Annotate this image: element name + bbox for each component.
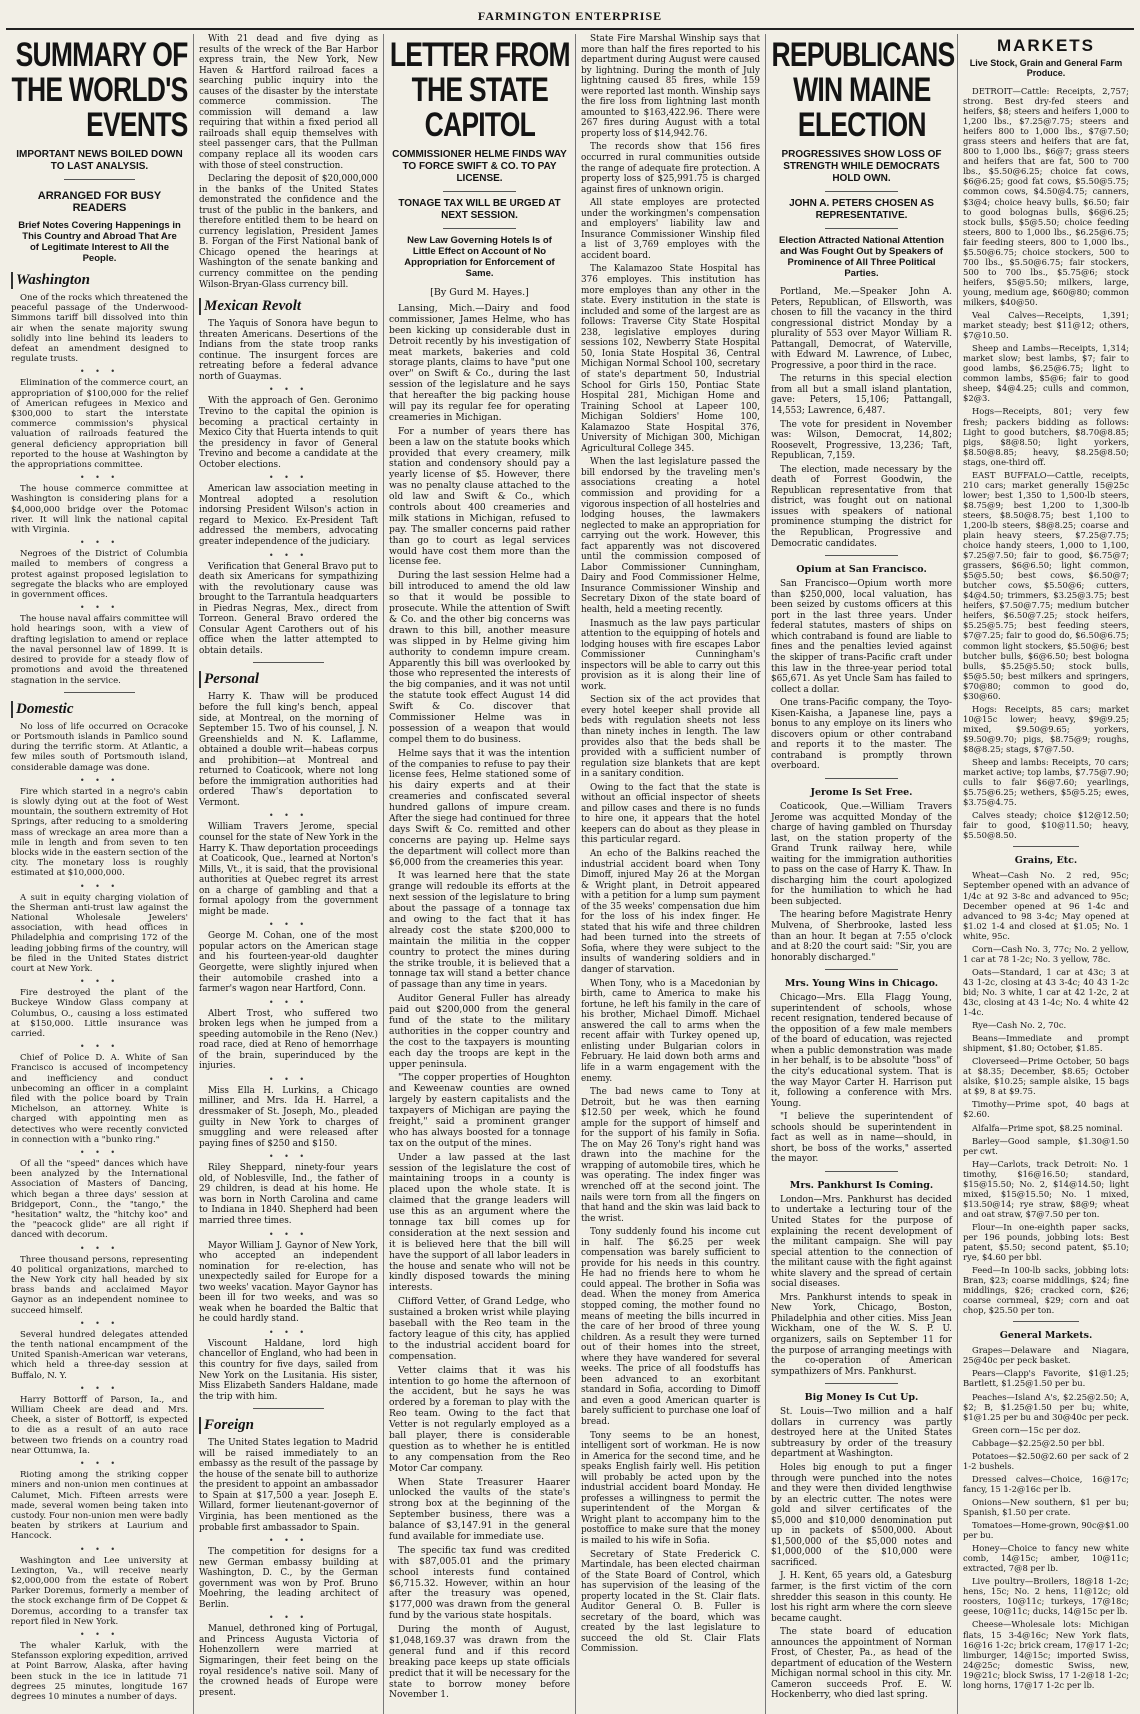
article-paragraph: The United States legation to Madrid will be raised immediately to an embassy as the result of the passage by the house of the senate bill to authorize the president to appoint an ambassador to Spain at $17,500 a year. Joseph E. Willard, former lieutenant-governor of Virginia, has been mentioned as the probable first ambassador to Spain.: [199, 1438, 378, 1533]
article-paragraph: Hogs—Receipts, 801; very few fresh; packers bidding as follows: Light to good butchers, $8.70@8.85; pigs, $8@8.50; light yorkers, $8.50@8.85; heavy, $8.25@8.50; stags, one-third off.: [963, 406, 1129, 467]
article-paragraph: Hay—Carlots, track Detroit: No. 1 timothy, $16@16.50; standard, $15@15.50; No. 2, $14@14.50; light mixed, $15@15.50; No. 1 mixed, $13.50@14; rye straw, $8@9; wheat and oat straw, $7@7.50 per ton.: [963, 1158, 1129, 1219]
bullet-separator: • • •: [79, 1544, 120, 1554]
bullet-separator: • • •: [79, 1148, 120, 1158]
subdeck-world-events: Brief Notes Covering Happenings in This Country and Abroad That Are of Legitimate Interest to All the People.: [18, 220, 181, 264]
article-paragraph: J. H. Kent, 65 years old, a Gatesburg farmer, is the first victim of the corn shredder this season in this county. He lost his right arm where the corn sleeve became caught.: [771, 1571, 952, 1624]
news-section: [771, 969, 952, 1165]
headline-maine-election: REPUBLICANS WIN MAINE ELECTION: [771, 36, 955, 144]
article-paragraph: Several hundred delegates attended the tenth national encampment of the United Spanish-American war veterans, which held a three-day session at Buffalo, N. Y.: [11, 1329, 188, 1381]
section-heading: Big Money Is Cut Up.: [804, 1392, 919, 1404]
deck-maine-election: PROGRESSIVES SHOW LOSS OF STRENGTH WHILE DEMOCRATS HOLD OWN.: [781, 149, 942, 184]
divider: [825, 228, 897, 229]
bullet-separator: • • •: [268, 1536, 309, 1546]
article-paragraph: Riley Sheppard, ninety-four years old, of Noblesville, Ind., the father of 29 children, is dead at his home. He was born in North Carolina and came to Indiana in 1840. Shepherd had been married three times.: [199, 1163, 378, 1226]
article-paragraph: For a number of years there has been a law on the statute books which provided that every creamery, milk station and condensory should pay a yearly license of $5. However, there was no penalty clause attached to the old law and Swift & Co., which controls about 400 creameries and milk stations in Michigan, refused to pay. The smaller concerns paid rather than go to court as legal services would have cost them more than the license fee.: [389, 426, 570, 568]
article-paragraph: Flour—In one-eighth paper sacks, per 196 pounds, jobbing lots: Best patent, $5.50; second patent, $5.10; rye, $4.60 per bbl.: [963, 1221, 1129, 1263]
article-paragraph: Sheep and lambs: Receipts, 70 cars; market active; top lambs, $7.75@7.90; culls to fair $6@7.60; yearlings, $5.75@6.25; wethers, $5@5.25; ewes, $3.75@4.75.: [963, 757, 1129, 808]
article-paragraph: Portland, Me.—Speaker John A. Peters, Republican, of Ellsworth, was chosen to fill the vacancy in the third congressional district Monday by a plurality of 553 over Mayor William R. Pattangall, Democrat, of Waterville, with Edward M. Lawrence, of Lubec, Progressive, a poor third in the race.: [771, 287, 952, 371]
article-paragraph: Honey—Choice to fancy new white comb, 14@15c; amber, 10@11c; extracted, 7@8 per lb.: [963, 1543, 1129, 1574]
news-section: [11, 692, 188, 1702]
masthead: [6, 4, 1134, 30]
article-paragraph: Calves steady; choice $12@12.50; fair to good, $10@11.50; heavy, $5.50@8.50.: [963, 810, 1129, 841]
article-paragraph: During the last session Helme had a bill introduced to amend the old law so that it would be possible to prosecute. While the attention of Swift & Co. and the other big concerns was drawn to this bill, another measure was slipped in by Helme giving him authority to condemn impure cream. Apparently this bill was overlooked by those who represented the interests of the big companies, and it was not until the statute took effect August 14 did Swift & Co. discover that Commissioner Helme was in possession of a weapon that would compel them to do business.: [389, 571, 570, 745]
column-world-events: [6, 34, 194, 1714]
article-paragraph: Secretary of State Frederick C. Martindale, has been elected chairman of the State Board of Control, which has supervision of the leasing of the property located in the St. Clair flats. Auditor General O. B. Fuller is secretary of the board, which was created by the last legislature to succeed the old St. Clair Flats Commission.: [581, 1549, 760, 1655]
article-paragraph: Barley—Good sample, $1.30@1.50 per cwt.: [963, 1135, 1129, 1156]
article-paragraph: It was learned here that the state grange will redouble its efforts at the next session of the legislature to bring about the passage of a tonnage tax and owing to the fact that it has already cost the state $200,000 to maintain the militia in the copper country to protect the mines during the strike trouble, it is believed that a tonnage tax will stand a better chance of passage than any time in years.: [389, 871, 570, 991]
article-paragraph: "I believe the superintendent of schools should be superintendent in fact as well as in name—should, in short, be boss of the works," asserted the mayor.: [771, 1112, 952, 1165]
news-section: [963, 1321, 1129, 1689]
headline-world-events: SUMMARY OF THE WORLD'S EVENTS: [12, 36, 188, 144]
article-paragraph: Washington and Lee university at Lexington, Va., will receive nearly $2,000,000 from the estate of Robert Parker Doremus, formerly a member of the stock exchange firm of De Coppet & Doremus, according to a transfer tax report filed in New York.: [11, 1555, 188, 1627]
news-section: [771, 555, 952, 772]
bullet-separator: • • •: [268, 997, 309, 1007]
article-paragraph: When Tony, who is a Macedonian by birth, came to America to make his fortune, he left his family in the care of his brother, Michael Dimoff. Michael answered the call to arms when the recent affair with Turkey opened up, enlisting under Bulgarian colors in February. He laid down both arms and life in a warm engagement with the enemy.: [581, 978, 760, 1084]
article-paragraph: Viscount Haldane, lord high chancellor of England, who had been in this country for five days, sailed from New York on the Lusitania. His sister, Miss Elizabeth Sanders Haldane, made the trip with him.: [199, 1338, 378, 1402]
article-paragraph: The house naval affairs committee will hold hearings soon, with a view of drafting legislation to amend or replace the naval personnel law of 1899. It is desired to provide for a steady flow of promotions and avoid the threatened stagnation in the service.: [11, 614, 188, 686]
article-paragraph: Three thousand persons, representing 40 political organizations, marched to the New York city hall headed by six brass bands and acclaimed Mayor Gaynor as an independent nominee to succeed himself.: [11, 1254, 188, 1316]
article-paragraph: EAST BUFFALO—Cattle, receipts, 210 cars; market generally 15@25c lower; best 1,350 to 1,500-lb steers, $8.75@9; best 1,200 to 1,300-lb steers, $8.50@8.75; best 1,100 to 1,200-lb steers, $8@8.25; coarse and plain heavy steers, $7.25@7.75; choice handy steers, 1,000 to 1,100, $7.25@7.50; fair to good, $6.75@7; grassers, $6@6.50; light common, $5@5.50; best cows, $6.50@7; butcher cows, $5.50@6; cutters, $4@4.50; trimmers, $3.25@3.75; best heifers, $7.50@7.75; medium butcher heifers, $6.50@7.25; stock heifers, $5.25@5.75; best feeding steers, $7@7.25; fair to good do, $6.50@6.75; common light stockers, $5.50@6; best butcher bulls, $6@6.50; best bologna bulls, $5.25@5.50; stock bulls, $5@5.50; best milkers and springers, $70@80; common to good do, $30@60.: [963, 469, 1129, 701]
column-maine-election: [766, 34, 958, 1714]
article-paragraph: Live poultry—Broilers, 18@18 1-2c; hens, 15c; No. 2 hens, 11@12c; old roosters, 10@11c; turkeys, 17@18c; geese, 10@11c; ducks, 14@15c per lb.: [963, 1576, 1129, 1617]
article-paragraph: Under a law passed at the last session of the legislature the cost of maintaining troops in a county is placed upon the whole state. It is claimed that the grange leaders will use this as an argument where the tonnage tax bill comes up for consideration at the next session and it is believed here that the bill will have the support of all labor leaders in the house and senate who will not be kindly disposed towards the mining interests.: [389, 1152, 570, 1294]
bullet-separator: • • •: [268, 473, 309, 483]
bullet-separator: • • •: [79, 1383, 120, 1393]
section-heading: Grains, Etc.: [1014, 855, 1078, 867]
article-paragraph: Cheese—Wholesale lots: Michigan flats, 15 3-4@16c; New York flats, 16@16 1-2c; brick cream, 17@17 1-2c; limburger, 14@15c; imported Swiss, 24@25c; domestic Swiss, new, 19@21c; block Swiss, 17 1-2@18 1-2c; long horns, 17@17 1-2c per lb.: [963, 1619, 1129, 1690]
article-paragraph: "The copper properties of Houghton and Keweenaw counties are owned largely by eastern capitalists and the taxpayers of Michigan are paying the freight," said a prominent granger who has always boosted for a tonnage tax on the output of the mines.: [389, 1073, 570, 1149]
article-paragraph: Alfalfa—Prime spot, $8.25 nominal.: [972, 1122, 1123, 1133]
divider: [1013, 846, 1079, 847]
article-paragraph: Owing to the fact that the state is without an official inspector of sheets and pillow cases and there is no funds to hire one, it appears that the hotel keepers can do about as they please in this particular regard.: [581, 782, 760, 846]
article-paragraph: With 21 dead and five dying as results of the wreck of the Bar Harbor express train, the New York, New Haven & Hartford railroad faces a searching public inquiry into the causes of the disaster by the interstate commerce commission. The commission will demand a law requiring that within a fixed period all railroads shall equip themselves with steel passenger cars, that the Pullman company replace all its wooden cars with those of steel construction.: [199, 34, 378, 171]
article-paragraph: Verification that General Bravo put to death six Americans for sympathizing with the revolutionary cause was brought to the Tarrantula headquarters in Piedras Negras, Mex., direct from Torreon. General Bravo ordered the Consular Agent Carothers out of his office when the latter attempted to obtain details.: [199, 561, 378, 656]
bullet-separator: • • •: [268, 811, 309, 821]
subdeck-maine-election: Election Attracted National Attention and Was Fought Out by Speakers of Prominence of All Three Political Parties.: [778, 235, 945, 279]
article-paragraph: The election, made necessary by the death of Forrest Goodwin, the Republican representative from that district, was fought out on national issues with speakers of national prominence stumping the district for the Republican, Progressive and Democratic candidates.: [771, 464, 952, 549]
article-paragraph: Tony seems to be an honest, intelligent sort of workman. He is now in America for the second time, and he speaks English fairly well. His petition will probably be acted upon by the industrial accident board Monday. He professes a willingness to permit the superintendent of the Morgan & Wright plant to accompany him to the postoffice to make sure that the money is mailed to his wife in Sofia.: [581, 1430, 760, 1547]
article-paragraph: An echo of the Balkins reached the industrial accident board when Tony Dimoff, injured May 26 at the Morgan & Wright plant, in Detroit appeared with a petition for a lump sum payment of the 35 weeks' compensation due him for the loss of his index finger. He stated that his wife and three children had been turned into the streets of Sofia, where they were subject to the insults of wandering soldiers and in danger of starvation.: [581, 849, 760, 976]
divider: [253, 662, 325, 663]
section-heading: Washington: [11, 272, 188, 289]
divider: [443, 228, 515, 229]
markets-subtitle: Live Stock, Grain and General Farm Produce.: [969, 58, 1123, 78]
article-paragraph: Auditor General Fuller has already paid out $200,000 from the general fund of the state to the military authorities in the copper country and the cost to the taxpayers is mounting each day the troops are kept in the upper peninsula.: [389, 994, 570, 1070]
article-paragraph: Dressed calves—Choice, 16@17c; fancy, 15 1-2@16c per lb.: [963, 1473, 1129, 1494]
section-heading: Domestic: [11, 701, 188, 718]
bullet-separator: • • •: [79, 473, 120, 483]
deck-state-capitol: COMMISSIONER HELME FINDS WAY TO FORCE SWIFT & CO. TO PAY LICENSE.: [392, 149, 567, 184]
divider: [825, 1383, 897, 1384]
article-paragraph: London—Mrs. Pankhurst has decided to undertake a lecturing tour of the United States for the purpose of explaining the recent development of the militant campaign. She will pay special attention to the connection of the militant cause with the fight against white slavery and the spread of certain social diseases.: [771, 1194, 952, 1290]
column-state-capitol-continued: [576, 34, 766, 1714]
news-section: [771, 778, 952, 963]
bullet-separator: • • •: [268, 1613, 309, 1623]
article-paragraph: Peaches—Island A's, $2.25@2.50; A, $2; B, $1.25@1.50 per bu; white, $1@1.25 per bu and 30@40c per peck.: [963, 1391, 1129, 1422]
column-markets: [958, 34, 1134, 1714]
article-paragraph: The state board of education announces the appointment of Norman Frost, of Chester, Pa., as head of the department of education of the Western Michigan normal school in this city. Mr. Cameron succeeds Prof. E. W. Hockenberry, who died last spring.: [771, 1627, 952, 1701]
bullet-separator: • • •: [79, 1042, 120, 1052]
bullet-separator: • • •: [79, 977, 120, 987]
news-section: [771, 1171, 952, 1377]
article-paragraph: With the approach of Gen. Geronimo Trevino to the capital the opinion is becoming a practical certainty in Mexico City that Huerta intends to quit the presidency in favor of General Trevino and become a candidate at the October elections.: [199, 396, 378, 470]
article-paragraph: Hogs: Receipts, 85 cars; market 10@15c lower; heavy, $9@9.25; mixed, $9.50@9.65; yorkers, $9.50@9.70; pigs, $8.75@9; roughs, $8@8.25; stags, $7@7.50.: [963, 703, 1129, 754]
divider: [825, 778, 897, 779]
article-paragraph: Potatoes—$2.50@2.60 per sack of 2 1-2 bushels.: [963, 1450, 1129, 1471]
article-paragraph: The bad news came to Tony at Detroit, but he was then earning $12.50 per week, which he found ample for the support of himself and for the support of his family in Sofia. The on May 26 Tony's right hand was drawn into the machine for the wrapping of automobile tires, which he was operating. The index finger was wrenched off at the second joint. The nails were torn from all the fingers on that hand and the skin was laid back to the wrist.: [581, 1087, 760, 1224]
bullet-separator: • • •: [79, 603, 120, 613]
section-heading: Personal: [199, 671, 378, 688]
divider: [825, 969, 897, 970]
bullet-separator: • • •: [268, 385, 309, 395]
article-paragraph: The competition for designs for a new German embassy building at Washington, D. C., by the German government was won by Prof. Bruno Moehring, the leading architect of Berlin.: [199, 1547, 378, 1610]
bullet-separator: • • •: [79, 367, 120, 377]
article-paragraph: DETROIT—Cattle: Receipts, 2,757; strong. Best dry-fed steers and heifers, $8; steers and heifers 1,000 to 1,200 lbs., $7.25@7.75; steers and heifers 800 to 1,000 lbs., $7@7.50; grass steers and heifers that are fat, 800 to 1,000 lbs., $6@7; grass steers and heifers that are fat, 500 to 700 lbs., $5.50@6.25; choice fat cows, $6@6.25; good fat cows, $5.50@5.75; common cows, $4.50@4.75; canners, $3@4; choice heavy bulls, $6.50; fair to good bolognas bulls, $6@6.25; stock bulls, $5@5.50; choice feeding steers, 800 to 1,000 lbs., $6.25@6.75; fair feeding steers, 800 to 1,000 lbs., $5.50@6.75; choice stockers, 500 to 700 lbs., $5.50@6.75; fair stockers, 500 to 700 lbs., $5.75@6; stock heifers, $5@5.50; milkers, large, young, medium age, $60@80; common milkers, $40@50.: [963, 86, 1129, 307]
article-paragraph: The vote for president in November was: Wilson, Democrat, 14,802; Roosevelt, Progressive, 13,236; Taft, Republican, 7,159.: [771, 419, 952, 462]
article-paragraph: When State Treasurer Haarer unlocked the vaults of the state's strong box at the beginning of the September business, there was a balance of $3,147.91 in the general fund available for immediate use.: [389, 1477, 570, 1542]
article-paragraph: Mrs. Pankhurst intends to speak in New York, Chicago, Boston, Philadelphia and other cities. Miss Jean Wickham, one of the W. S. P. U. organizers, sails on September 11 for the purpose of arranging meetings with the co-operation of American sympathizers of Mrs. Pankhurst.: [771, 1292, 952, 1377]
bullet-separator: • • •: [268, 920, 309, 930]
divider: [64, 692, 135, 693]
divider: [443, 191, 515, 192]
article-paragraph: The Kalamazoo State Hospital has 376 employes. This institution has more employes than any other in the state. Every institution in the state is included and some of the largest are as follows: Traverse City State Hospital 238, legislative employes during sessions 102, Newberry State Hospital 50, Ionia State Hospital 36, Central Michigan Normal School 100, secretary of state's department 50, Industrial School for Girls 150, Pontiac State Hospital 281, Michigan Home and Training School at Lapeer 100, Michigan Soldiers' Home 100, Kalamazoo State Hospital 376, University of Michigan 300, Michigan Agricultural College 345.: [581, 264, 760, 454]
bullet-separator: • • •: [268, 1074, 309, 1084]
deck2-world-events: ARRANGED FOR BUSY READERS: [37, 190, 162, 214]
article-paragraph: Grapes—Delaware and Niagara, 25@40c per peck basket.: [963, 1345, 1129, 1366]
byline: [By Gurd M. Hayes.]: [430, 287, 529, 298]
article-paragraph: Pears—Clapp's Favorite, $1@1.25; Bartlett, $1.25@1.50 per bu.: [963, 1368, 1129, 1389]
masthead-title: FARMINGTON ENTERPRISE: [477, 8, 663, 23]
article-paragraph: Fire destroyed the plant of the Buckeye Window Glass company at Columbus, O., causing a loss estimated at $150,000. Little insurance was carried.: [11, 988, 188, 1039]
headline-state-capitol: LETTER FROM THE STATE CAPITOL: [389, 36, 570, 144]
article-paragraph: Fire which started in a negro's cabin is slowly dying out at the foot of West mountain, the southern extremity of Hot Springs, after reducing to a smoldering mass of wreckage an area more than a mile in length and from seven to ten blocks wide in the eastern section of the city. The monetary loss is roughly estimated at $10,000,000.: [11, 786, 188, 879]
bullet-separator: • • •: [268, 550, 309, 560]
bullet-separator: • • •: [79, 1629, 120, 1639]
article-paragraph: Chief of Police D. A. White of San Francisco is accused of incompetency and inefficiency and conduct unbecoming an officer in a complaint filed with the police board by Train Michelson, an attorney. White is charged with appointing men as detectives who were recently convicted in connection with a "bunko ring.": [11, 1053, 188, 1145]
news-section: [199, 662, 378, 1402]
article-paragraph: Of all the "speed" dances which have been analyzed by the International Association of Masters of Dancing, which began a three days' session at Bridgeport, Conn., the "tango," the "hesitation" waltz, the "hitchy koo" and the "peacock glide" are all right if danced with decorum.: [11, 1159, 188, 1241]
column-state-capitol: [384, 34, 576, 1714]
article-paragraph: One of the rocks which threatened the peaceful passage of the Underwood-Simmons tariff bill dissolved into thin air when the senate majority swung solidly into line behind its leaders to defeat an amendment designed to regulate trusts.: [11, 293, 188, 365]
section-list: [771, 555, 952, 1701]
section-heading: Mexican Revolt: [199, 298, 378, 315]
section-list: [963, 846, 1129, 1689]
article-paragraph: George M. Cohan, one of the most popular actors on the American stage and his fourteen-year-old daughter Georgette, were slightly injured when their automobile crashed into a farmer's wagon near Hartford, Conn.: [199, 931, 378, 995]
divider: [253, 1408, 325, 1409]
article-paragraph: The Yaquis of Sonora have begun to threaten Americans. Desertions of the Indians from the state troop ranks continue. The insurgent forces are retreating before a federal advance north of Guaymas.: [199, 319, 378, 382]
columns: [6, 34, 1134, 1714]
article-paragraph: The specific tax fund was credited with $87,005.01 and the primary school interests fund contained $6,715.32. However, within an hour after the treasury was opened, $177,000 was drawn from the general fund by the various state hospitals.: [389, 1545, 570, 1622]
article-paragraph: Lansing, Mich.—Dairy and food commissioner, James Helme, who has been kicking up considerable dust in Detroit recently by his investigation of meat markets, bakeries and cold storage plants, claims to have "put one over" on Swift & Co., during the last session of the legislature and he says that hereafter the big packing house will pay its regular fee for operating creameries in Michigan.: [389, 304, 570, 423]
para-list: [581, 34, 760, 1655]
news-section: [199, 1408, 378, 1698]
article-paragraph: Section six of the act provides that every hotel keeper shall provide all beds with regulation sheets not less than ninety inches in length. The law provides also that the beds shall be provided with a sufficient number of regulation size blankets that are kept in a sanitary condition.: [581, 695, 760, 780]
article-paragraph: Wheat—Cash No. 2 red, 95c; September opened with an advance of 1/4c at 92 3-8c and advanced to 95c; December opened at 96 1-4c and advanced to 98 3-4c; May opened at $1.02 1-4 and closed at $1.05; No. 1 white, 95c.: [963, 870, 1129, 941]
bullet-separator: • • •: [268, 1229, 309, 1239]
article-paragraph: Chicago—Mrs. Ella Flagg Young, superintendent of schools, whose recent resignation, tendered because of the opposition of a few male members of the board of education, was rejected when a public demonstration was made in her behalf, is to be absolute "boss" of the city's educational system. That is the way Mayor Carter H. Harrison put it, following a conference with Mrs. Young.: [771, 993, 952, 1109]
article-paragraph: St. Louis—Two million and a half dollars in currency was partly destroyed here at the United States subtreasury by order of the treasury department at Washington.: [771, 1407, 952, 1460]
bullet-separator: • • •: [268, 1152, 309, 1162]
article-paragraph: Inasmuch as the law pays particular attention to the equipping of hotels and lodging houses with fire escapes Labor Commissioner Cunningham's inspectors will be able to carry out this provision as it is along their line of work.: [581, 618, 760, 692]
article-paragraph: One trans-Pacific company, the Toyo-Kisen-Kaisha, a Japanese line, pays a bonus to any employe on its liners who discovers opium or other contraband and reports it to the master. The contraband is promptly thrown overboard.: [771, 698, 952, 772]
article-paragraph: Mayor William J. Gaynor of New York, who accepted an independent nomination for re-election, has unexpectedly sailed for Europe for a two weeks' vacation. Mayor Gaynor has been ill for two weeks, and was so weak when he boarded the Baltic that he could hardly stand.: [199, 1240, 378, 1325]
article-paragraph: Tomatoes—Home-grown, 90c@$1.00 per bu.: [963, 1520, 1130, 1541]
para-list: [771, 287, 952, 549]
article-paragraph: Helme says that it was the intention of the companies to refuse to pay their license fees, Helme stationed some of his dairy experts and at their creameries and confiscated several hundred gallons of impure cream. After the siege had continued for three days Swift & Co. remitted and other concerns are paying up. Helme says the department will collect more than $6,000 from the creameries this year.: [389, 748, 570, 868]
news-section: [771, 1383, 952, 1701]
section-list: [199, 298, 378, 1698]
deck2-maine-election: JOHN A. PETERS CHOSEN AS REPRESENTATIVE.: [789, 198, 934, 221]
section-heading: Opium at San Francisco.: [796, 564, 927, 576]
divider: [1013, 1321, 1079, 1322]
article-paragraph: American law association meeting in Montreal adopted a resolution indorsing President Wilson's action in regard to Mexico. Ex-President Taft addressed the members, advocating greater independence of the judiciary.: [199, 484, 378, 547]
article-paragraph: State Fire Marshal Winship says that more than half the fires reported to his department during August were caused by lightning. During the month of July lightning caused 85 fires, while 159 were reported last month. Winship says the fire loss from lightning last month amounted to $163,422.96. There were 267 fires during August with a total property loss of $14,942.76.: [581, 34, 760, 139]
article-paragraph: During the month of August, $1,048,169.37 was drawn from the general fund and if this record breaking pace keeps up state officials predict that it will be necessary for the state to borrow money before November 1.: [389, 1625, 570, 1701]
article-paragraph: Miss Ella H. Lurkins, a Chicago milliner, and Mrs. Ida H. Harrel, a dressmaker of St. Joseph, Mo., pleaded guilty in New York to charges of smuggling and were released after paying fines of $250 and $150.: [199, 1085, 378, 1149]
bullet-separator: • • •: [79, 538, 120, 548]
divider: [825, 1171, 897, 1172]
article-paragraph: Veal Calves—Receipts, 1,391; market steady; best $11@12; others, $7@10.50.: [963, 310, 1129, 341]
article-paragraph: Declaring the deposit of $20,000,000 in the banks of the United States demonstrated the confidence and the trust of the public in the bankers, and therefore entitled them to be heard on currency legislation, President James B. Forgan of the First National bank of Chicago opened the hearings at Washington of the senate banking and currency committee on the pending Wilson-Bryan-Glass currency bill.: [199, 174, 378, 290]
markets-title: MARKETS: [996, 36, 1096, 55]
article-paragraph: Negroes of the District of Columbia mailed to members of congress a protest against proposed legislation to segregate the blacks who are employed in government offices.: [11, 549, 188, 601]
bullet-separator: • • •: [79, 1459, 120, 1469]
bullet-separator: • • •: [268, 1327, 309, 1337]
section-list: [11, 272, 188, 1702]
news-section: [199, 298, 378, 656]
article-paragraph: No loss of life occurred on Ocracoke or Portsmouth islands in Pamlico sound during the terrific storm. At Atlantic, a few miles south of Portsmouth island, considerable damage was done.: [11, 721, 188, 773]
article-paragraph: Rye—Cash No. 2, 70c.: [972, 1020, 1067, 1031]
article-paragraph: Tony suddenly found his income cut in half. The $6.25 per week compensation was barely sufficient to provide for his needs in this country. He had no friends here to whom he could appeal. The brother in Sofia was dead. When the money from America stopped coming, the mother found no means of meeting the bills incurred in the care of her brood of three young children. As a result they were turned out of their homes into the street, where they have wandered for several weeks. The price of all foodstuffs has been advanced to an exorbitant standard in Sofia, according to Dimoff and even a good American quarter is barely sufficient to purchase one loaf of bread.: [581, 1227, 760, 1427]
bullet-separator: • • •: [79, 881, 120, 891]
article-paragraph: The records show that 156 fires occurred in rural communities outside the range of adequate fire protection. A property loss of $25,991.75 is charged against fires of unknown origin.: [581, 142, 760, 195]
article-paragraph: Manuel, dethroned king of Portugal, and Princess Augusta Victoria of Hohenzollern were married at Sigmaringen, their feet being on the royal residence's native soil. Many of the crowned heads of Europe were present.: [199, 1624, 378, 1698]
article-paragraph: The house commerce committee at Washington is considering plans for a $4,000,000 bridge over the Potomac river. It will link the national capital with Virginia.: [11, 484, 188, 536]
section-heading: Mrs. Young Wins in Chicago.: [784, 978, 939, 990]
deck2-state-capitol: TONAGE TAX WILL BE URGED AT NEXT SESSION.: [398, 198, 561, 221]
article-paragraph: The hearing before Magistrate Henry Mulvena, of Sherbrooke, lasted less than an hour. It began at 7:55 o'clock and at 8:20 the court said: "Sir, you are honorably discharged.": [771, 910, 952, 963]
section-heading: Jerome Is Set Free.: [810, 786, 913, 798]
divider: [64, 179, 135, 180]
article-paragraph: William Travers Jerome, special counsel for the state of New York in the Harry K. Thaw deportation proceedings at Coaticook, Que., learned at Norton's Mills, Vt., it is said, that the provisional authorities at Quebec regret its arrest on a charge of gambling and that a formal apology from the government might be made.: [199, 822, 378, 917]
article-paragraph: The whaler Karluk, with the Stefansson exploring expedition, arrived at Point Barrow, Alaska, after having been stuck in the ice in latitude 71 degrees 25 minutes, longitude 167 degrees 10 minutes a number of days.: [11, 1640, 188, 1702]
divider: [825, 555, 897, 556]
article-paragraph: Harry K. Thaw will be produced before the full king's bench, appeal side, at Montreal, on the morning of September 15. Two of his counsel, J. N. Greenshields and N. K. Laflamme, obtained a double writ—habeas corpus and prohibition—at Montreal and returned to Coaticook, where not long before the immigration authorities had ordered Thaw's deportation to Vermont.: [199, 692, 378, 808]
article-paragraph: Elimination of the commerce court, an appropriation of $100,000 for the relief of American refugees in Mexico and $300,000 to start the interstate commerce commission's physical valuation of railroads featured the general deficiency appropriation bill reported to the house at Washington by the appropriations committee.: [11, 378, 188, 471]
bullet-separator: • • •: [79, 1318, 120, 1328]
article-paragraph: Holes big enough to put a finger through were punched into the notes and they were then divided lengthwise by an electric cutter. The notes were gold and silver certificates of the $5,000 and $10,000 denomination put up in packets of $500,000. About $1,500,000 of the $5,000 notes and $1,000,000 of the $10,000 were sacrificed.: [771, 1462, 952, 1568]
article-paragraph: Sheep and Lambs—Receipts, 1,314; market slow; best lambs, $7; fair to good lambs, $6.25@6.75; light to common lambs, $5@6; fair to good sheep, $4@4.25; culls and common, $2@3.: [963, 343, 1129, 404]
article-paragraph: Green corn—15c per doz.: [972, 1424, 1081, 1435]
article-paragraph: A suit in equity charging violation of the Sherman anti-trust law against the National Wholesale Jewelers' association, with head offices in Philadelphia and comprising 172 of the leading jobbing firms of the country, will be filed in the United States district court at New York.: [11, 892, 188, 974]
article-paragraph: Vetter claims that it was his intention to go home the afternoon of the accident, but he says he was ordered by a foreman to play with the Reo team. Owing to the fact that Vetter is not regularly employed as a ball player, there is considerable question as to whether he is entitled to any compensation from the Reo Motor Car company.: [389, 1365, 570, 1474]
article-paragraph: Cloverseed—Prime October, 50 bags at $8.35; December, $8.65; October alsike, $10.25; sample alsike, 15 bags at $9, 8 at $9.75.: [963, 1056, 1129, 1097]
article-paragraph: Cabbage—$2.25@2.50 per bbl.: [972, 1437, 1105, 1448]
subdeck-state-capitol: New Law Governing Hotels Is of Little Effect on Account of No Appropriation for Enforcement of Same.: [404, 235, 555, 279]
section-heading: Foreign: [199, 1417, 378, 1434]
bullet-separator: • • •: [79, 1243, 120, 1253]
section-heading: General Markets.: [999, 1330, 1093, 1342]
bullet-separator: • • •: [79, 775, 120, 785]
article-paragraph: Beans—Immediate and prompt shipment, $1.80; October, $1.85.: [963, 1033, 1129, 1054]
article-paragraph: San Francisco—Opium worth more than $250,000, local valuation, has been seized by customs officers at this port in the last three years. Under federal statutes, masters of ships on which contraband is found are liable to fines and the penalties levied against the skipper of trans-Pacific craft under this law in the three-year period total $65,671. As yet Uncle Sam has failed to collect a dollar.: [771, 579, 952, 695]
article-paragraph: Corn—Cash No. 3, 77c; No. 2 yellow, 1 car at 78 1-2c; No. 3 yellow, 78c.: [963, 943, 1129, 964]
news-section: [11, 272, 188, 686]
article-paragraph: When the last legislature passed the bill endorsed by the traveling men's associations creating a hotel commission and providing for a vigorous inspection of all hostelries and lodging houses, the lawmakers neglected to make an appropriation for carrying out the work. However, this fact apparently was not discovered until the commission composed of Labor Commissioner Cunningham, Dairy and Food Commissioner Helme, Insurance Commissioner Winship and Secretary Dixon of the state board of health, held a meeting recently.: [581, 457, 760, 615]
para-list: [963, 86, 1129, 840]
article-paragraph: Feed—In 100-lb sacks, jobbing lots: Bran, $23; coarse middlings, $24; fine middlings, $26; cracked corn, $26; coarse cornmeal, $29; corn and oat chop, $25.50 per ton.: [963, 1265, 1129, 1316]
article-paragraph: Oats—Standard, 1 car at 43c; 3 at 43 1-2c, closing at 43 3-4c; 40 43 1-2c bid; No. 3 white, 1 car at 42 1-2c, 2 at 43c, closing at 43 1-4c; No. 4 white 42 1-4c.: [963, 966, 1129, 1018]
deck-world-events: IMPORTANT NEWS BOILED DOWN TO LAST ANALYSIS.: [16, 149, 183, 172]
para-list: [389, 304, 570, 1701]
article-paragraph: Timothy—Prime spot, 40 bags at $2.60.: [963, 1099, 1129, 1120]
section-heading: Mrs. Pankhurst Is Coming.: [789, 1179, 934, 1191]
article-paragraph: Rioting among the striking copper miners and non-union men continues at Calumet, Mich. Fifteen arrests were made, several women being taken into custody. Four non-union men were badly beaten by strikers at Laurium and Hancock.: [11, 1470, 188, 1542]
para-list: [199, 34, 378, 290]
article-paragraph: Harry Bottorff of Parson, Ia., and William Cheek are dead and Mrs. Cheek, a sister of Bottorff, is expected to die as a result of an auto race between two friends on a country road near Ottumwa, Ia.: [11, 1394, 188, 1456]
article-paragraph: All state employes are protected under the workingmen's compensation and employers' liability law and Insurance Commissioner Winship filed a list of 3,769 employes with the accident board.: [581, 198, 760, 261]
article-paragraph: Clifford Vetter, of Grand Ledge, who sustained a broken wrist while playing baseball with the Reo team in the factory league of this city, has applied to the industrial accident board for compensation.: [389, 1297, 570, 1362]
news-section: [963, 846, 1129, 1315]
article-paragraph: Albert Trost, who suffered two broken legs when he jumped from a speeding automobile in the Reno (Nev.) road race, died at Reno of hemorrhage of the brain, superinduced by the injuries.: [199, 1008, 378, 1072]
article-paragraph: Coaticook, Que.—William Travers Jerome was acquitted Monday of the charge of having gambled on Thursday last, on the station property of the Grand Trunk railway here, while waiting for the immigration authorities to pass on the case of Harry K. Thaw. In discharging him the court apologized for the humiliation to which he had been subjected.: [771, 801, 952, 907]
column-world-events-continued: [194, 34, 384, 1714]
article-paragraph: Onions—New southern, $1 per bu; Spanish, $1.50 per crate.: [963, 1496, 1129, 1517]
divider: [825, 191, 897, 192]
article-paragraph: The returns in this special election from all but a small island plantation, gave: Peters, 15,106; Pattangall, 14,553; Lawrence, 6,487.: [771, 374, 952, 417]
